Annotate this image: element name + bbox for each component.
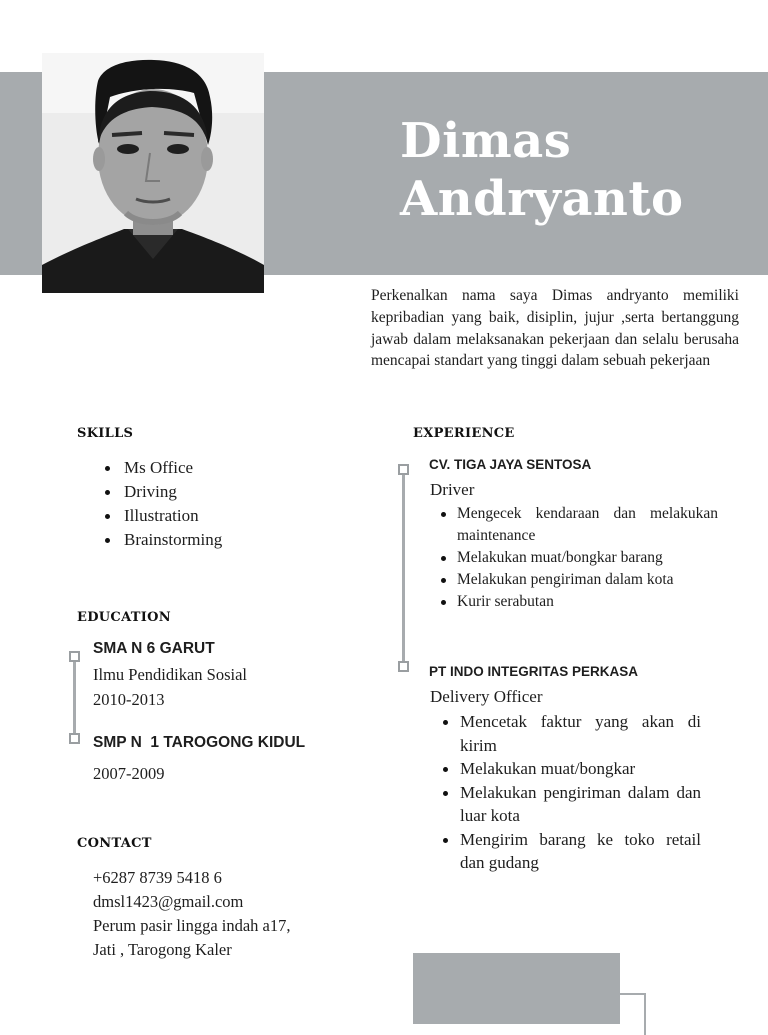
profile-photo: [42, 53, 264, 293]
skills-list: [104, 456, 222, 552]
skill-item: Ms Office: [104, 456, 222, 480]
skill-item: Driving: [104, 480, 222, 504]
job-company: CV. TIGA JAYA SENTOSA: [429, 457, 592, 472]
timeline-node: [398, 661, 409, 672]
footer-decoration-outline: [620, 993, 646, 1035]
job-task: Melakukan muat/bongkar: [442, 757, 701, 781]
contact-block: [93, 866, 291, 962]
name-last: Andryanto: [400, 171, 684, 227]
contact-phone: +6287 8739 5418 6: [93, 868, 222, 887]
intro-paragraph: Perkenalkan nama saya Dimas andryanto memiliki kepribadian yang baik, disiplin, jujur ,serta bertanggung jawab dalam melaksanakan pekerjaan dan selalu berusaha mencapai standart yang tinggi dalam sebuah pekerjaan: [371, 287, 739, 370]
education-years: 2010-2013: [93, 690, 165, 709]
timeline-node: [69, 733, 80, 744]
education-major: Ilmu Pendidikan Sosial: [93, 665, 247, 684]
job-role: Delivery Officer: [430, 687, 543, 706]
footer-decoration: [413, 953, 620, 1024]
skill-item: Brainstorming: [104, 528, 222, 552]
skill-item: Illustration: [104, 504, 222, 528]
education-timeline: [73, 656, 76, 738]
skills-heading: SKILLS: [77, 426, 134, 441]
job-task: Melakukan muat/bongkar barang: [440, 547, 718, 569]
name-first: Dimas: [400, 113, 572, 169]
header-band-left: [0, 72, 42, 275]
education-years: 2007-2009: [93, 764, 165, 783]
timeline-node: [398, 464, 409, 475]
job-task: Mencetak faktur yang akan di kirim: [442, 710, 701, 757]
job-task-list: [442, 710, 701, 875]
job-task: Mengirim barang ke toko retail dan gudang: [442, 828, 701, 875]
contact-heading: CONTACT: [77, 836, 152, 851]
timeline-node: [69, 651, 80, 662]
job-task-list: [440, 503, 718, 613]
contact-address: Jati , Tarogong Kaler: [93, 940, 232, 959]
job-task: Melakukan pengiriman dalam dan luar kota: [442, 781, 701, 828]
education-school: SMA N 6 GARUT: [93, 640, 215, 657]
experience-timeline: [402, 469, 405, 666]
job-company: PT INDO INTEGRITAS PERKASA: [429, 664, 639, 679]
contact-email: dmsl1423@gmail.com: [93, 892, 244, 911]
resume-name: [400, 112, 684, 228]
education-school: SMP N 1 TAROGONG KIDUL: [93, 734, 306, 751]
experience-heading: EXPERIENCE: [413, 426, 515, 441]
job-task: Mengecek kendaraan dan melakukan maintenance: [440, 503, 718, 547]
education-heading: EDUCATION: [77, 610, 171, 625]
job-task: Kurir serabutan: [440, 591, 718, 613]
job-task: Melakukan pengiriman dalam kota: [440, 569, 718, 591]
contact-address: Perum pasir lingga indah a17,: [93, 916, 291, 935]
job-role: Driver: [430, 480, 475, 499]
